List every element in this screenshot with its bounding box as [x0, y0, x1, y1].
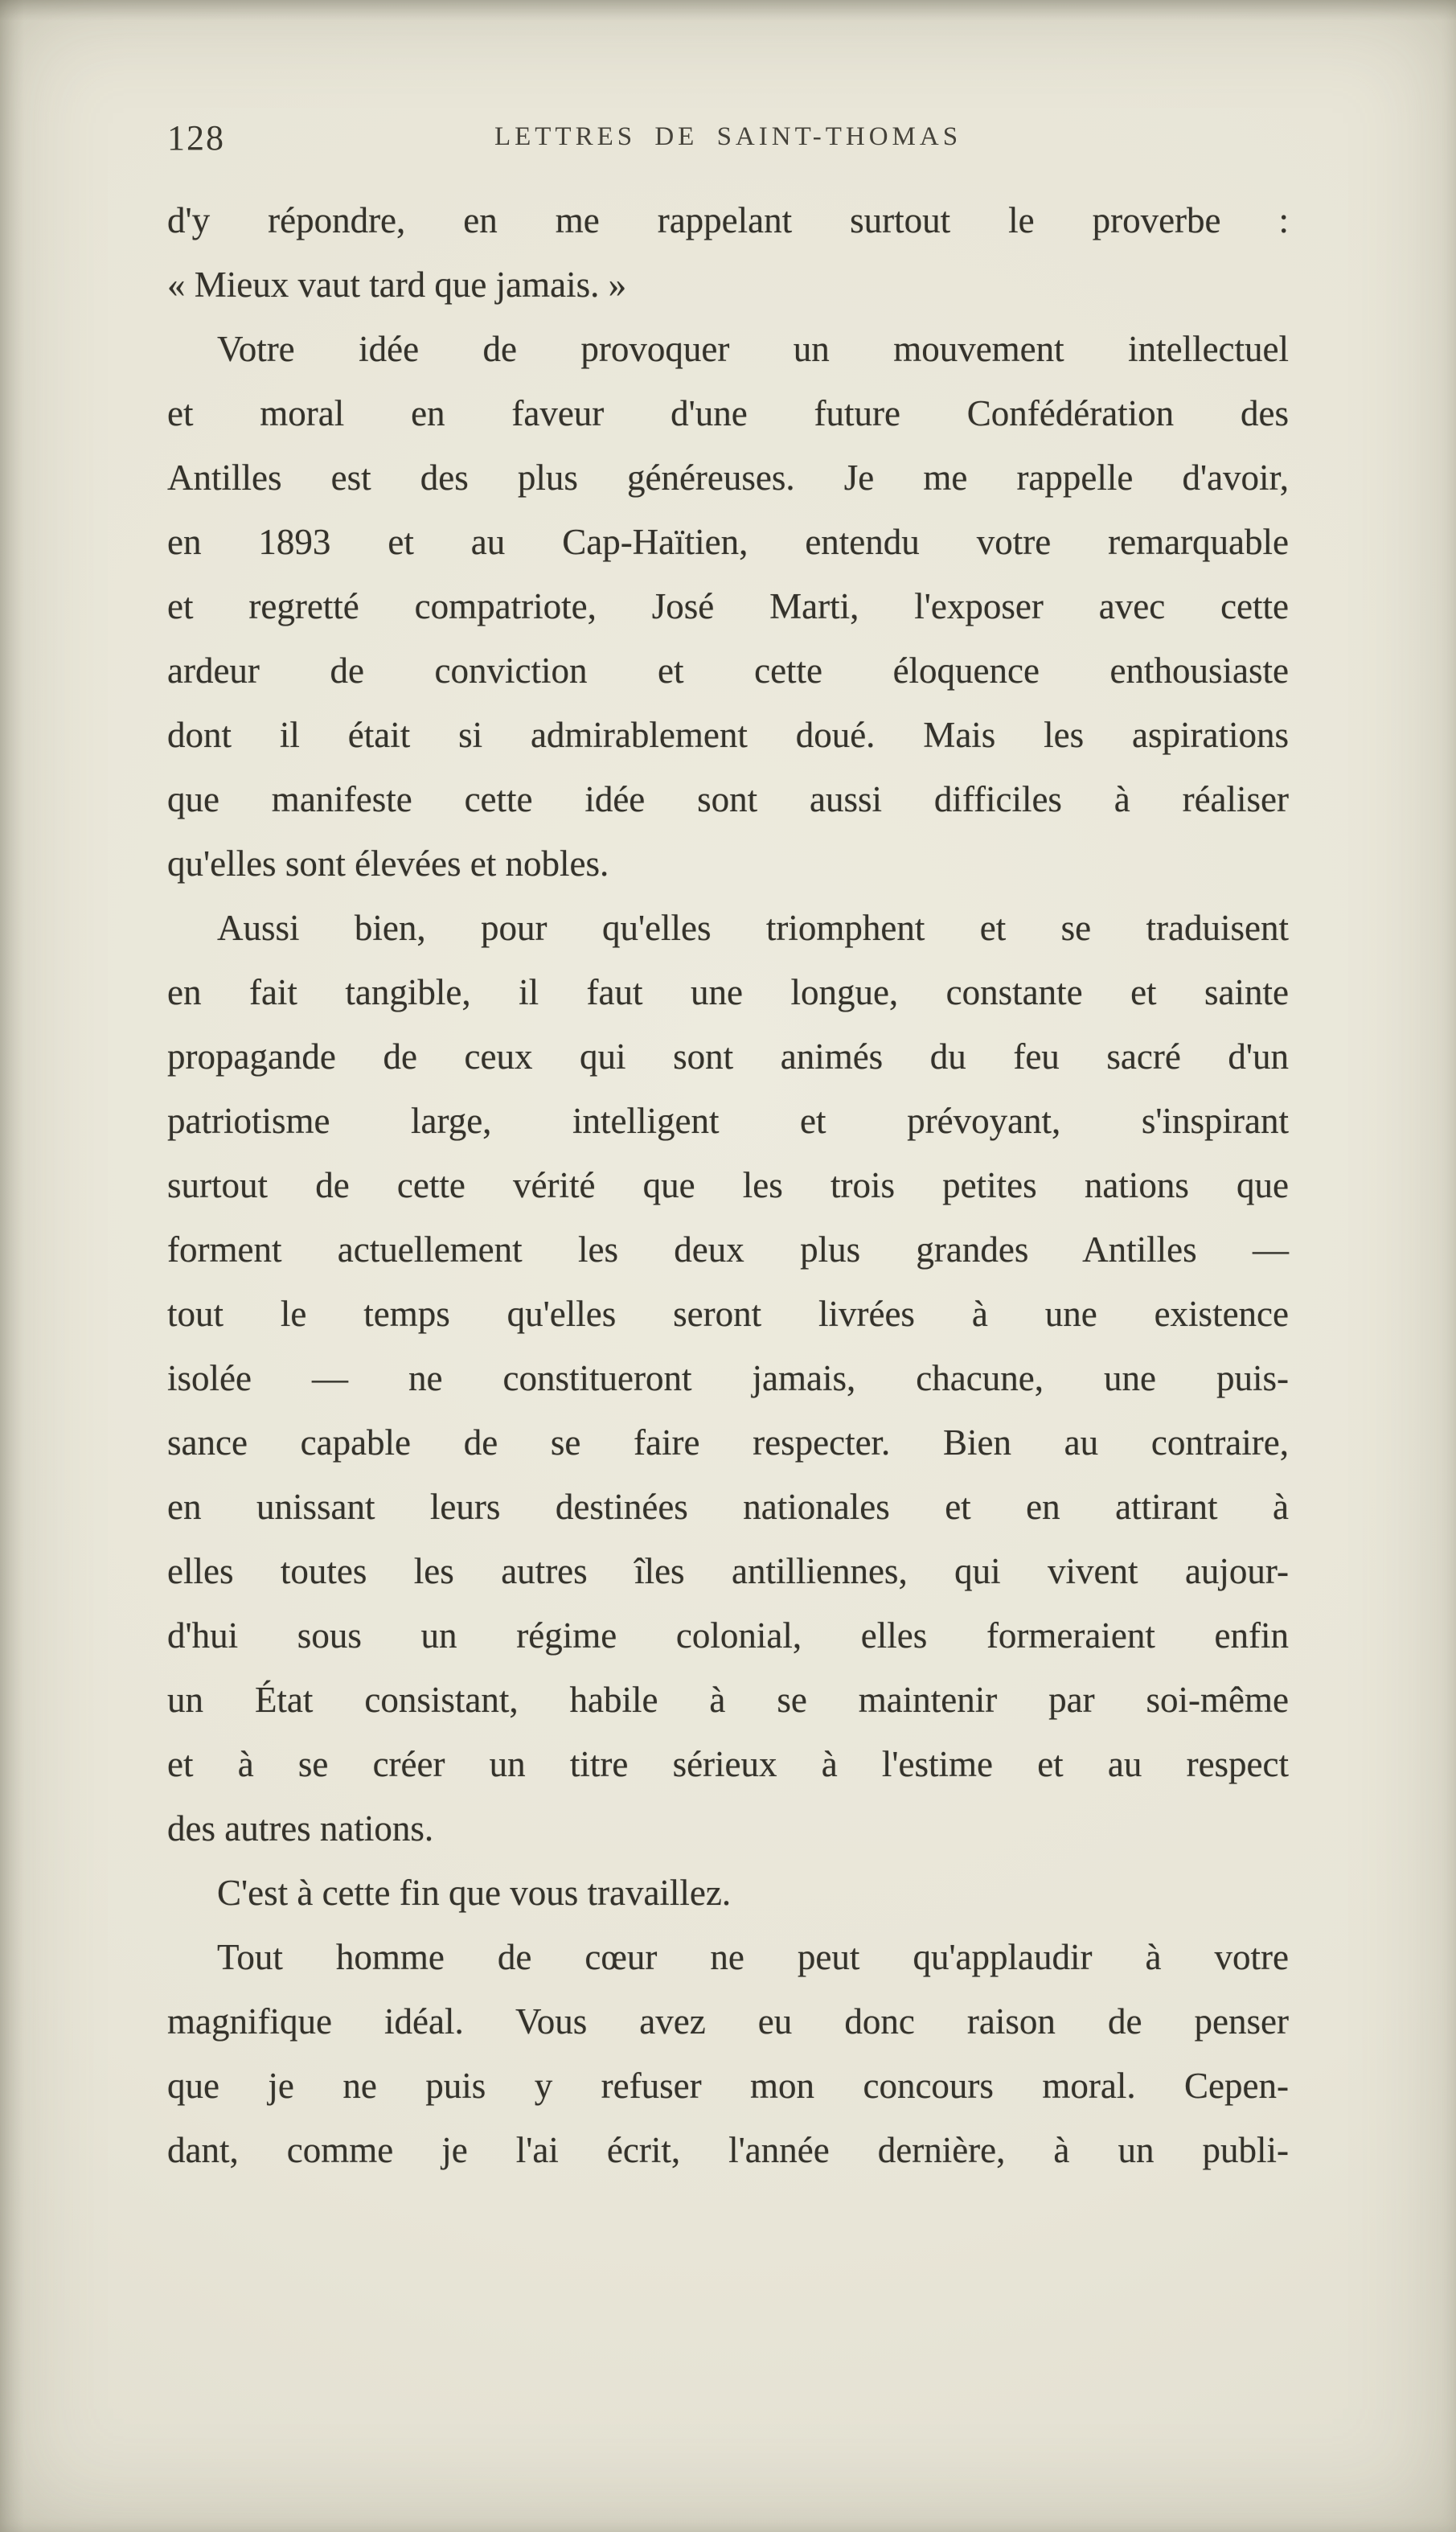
page-body	[167, 188, 1289, 2182]
paragraph	[167, 1861, 1289, 1925]
text-line: d'y répondre, en me rappelant surtout le proverbe :	[167, 200, 1289, 240]
scan-edge-shadow-top	[0, 0, 1456, 21]
paragraph	[167, 188, 1289, 317]
text-line: qu'elles sont élevées et nobles.	[167, 843, 609, 884]
paragraph	[167, 1925, 1289, 2182]
text-line: Aussi bien, pour qu'elles triomphent et se traduisent	[217, 908, 1289, 948]
text-line: et à se créer un titre sérieux à l'estime et au respect	[167, 1744, 1289, 1784]
text-line: dant, comme je l'ai écrit, l'année dernière, à un publi-	[167, 2130, 1289, 2170]
text-line: que je ne puis y refuser mon concours moral. Cepen-	[167, 2066, 1289, 2106]
text-line: forment actuellement les deux plus grandes Antilles —	[167, 1229, 1289, 1270]
paragraph	[167, 896, 1289, 1861]
running-title: LETTRES DE SAINT-THOMAS	[494, 122, 962, 151]
text-line: un État consistant, habile à se maintenir par soi-même	[167, 1680, 1289, 1720]
text-line: Antilles est des plus généreuses. Je me rappelle d'avoir,	[167, 458, 1289, 498]
scan-edge-shadow-left	[0, 0, 24, 2532]
text-line: dont il était si admirablement doué. Mais les aspirations	[167, 715, 1289, 755]
page-header	[167, 117, 1289, 166]
text-line: elles toutes les autres îles antilliennes, qui vivent aujour-	[167, 1551, 1289, 1591]
text-line: surtout de cette vérité que les trois petites nations que	[167, 1165, 1289, 1205]
paragraph	[167, 317, 1289, 896]
text-line: d'hui sous un régime colonial, elles formeraient enfin	[167, 1615, 1289, 1656]
text-line: C'est à cette fin que vous travaillez.	[217, 1873, 732, 1913]
text-line: des autres nations.	[167, 1808, 434, 1849]
text-line: isolée — ne constitueront jamais, chacune, une puis-	[167, 1358, 1289, 1398]
text-line: ardeur de conviction et cette éloquence enthousiaste	[167, 650, 1289, 691]
text-line: en unissant leurs destinées nationales et en attirant à	[167, 1487, 1289, 1527]
text-line: Votre idée de provoquer un mouvement intellectuel	[217, 329, 1289, 369]
text-line: « Mieux vaut tard que jamais. »	[167, 265, 627, 305]
text-line: et regretté compatriote, José Marti, l'exposer avec cette	[167, 586, 1289, 626]
text-line: patriotisme large, intelligent et prévoyant, s'inspirant	[167, 1101, 1289, 1141]
text-line: propagande de ceux qui sont animés du feu sacré d'un	[167, 1036, 1289, 1077]
text-line: que manifeste cette idée sont aussi difficiles à réaliser	[167, 779, 1289, 819]
page-number: 128	[167, 118, 225, 158]
text-line: sance capable de se faire respecter. Bien au contraire,	[167, 1422, 1289, 1463]
text-line: Tout homme de cœur ne peut qu'applaudir à votre	[217, 1937, 1289, 1977]
text-line: magnifique idéal. Vous avez eu donc raison de penser	[167, 2001, 1289, 2042]
text-line: en fait tangible, il faut une longue, constante et sainte	[167, 972, 1289, 1012]
text-line: et moral en faveur d'une future Confédération des	[167, 393, 1289, 433]
text-line: en 1893 et au Cap-Haïtien, entendu votre remarquable	[167, 522, 1289, 562]
text-line: tout le temps qu'elles seront livrées à une existence	[167, 1294, 1289, 1334]
